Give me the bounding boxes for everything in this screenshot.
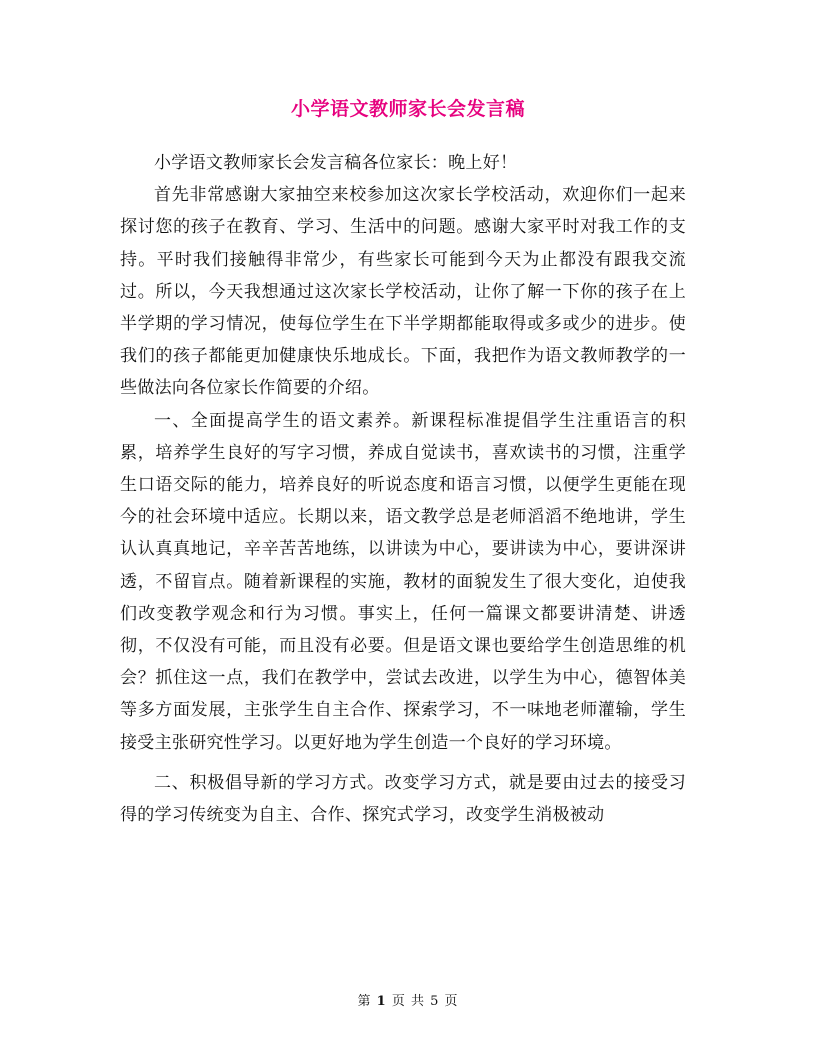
paragraph-greeting: 小学语文教师家长会发言稿各位家长：晚上好！	[154, 153, 518, 173]
document-body	[120, 147, 686, 831]
page-footer	[0, 990, 816, 1009]
paragraph-section-two: 二、积极倡导新的学习方式。改变学习方式，就是要由过去的接受习得的学习传统变为自主、合作、探究式学习，改变学生消极被动	[120, 772, 686, 826]
footer-prefix: 第	[357, 994, 372, 1009]
footer-total-pages: 5	[430, 994, 440, 1009]
paragraph-introduction: 首先非常感谢大家抽空来校参加这次家长学校活动，欢迎你们一起来探讨您的孩子在教育、学习、生活中的问题。感谢大家平时对我工作的支持。平时我们接触得非常少，有些家长可能到今天为止都没有跟我交流过。所以，今天我想通过这次家长学校活动，让你了解一下你的孩子在上半学期的学习情况，使每位学生在下半学期都能取得或多或少的进步。使我们的孩子都能更加健康快乐地成长。下面，我把作为语文教师教学的一些做法向各位家长作简要的介绍。	[120, 185, 686, 399]
paragraph-section-one: 一、全面提高学生的语文素养。新课程标准提倡学生注重语言的积累，培养学生良好的写字习惯，养成自觉读书，喜欢读书的习惯，注重学生口语交际的能力，培养良好的听说态度和语言习惯，以便学生更能在现今的社会环境中适应。长期以来，语文教学总是老师滔滔不绝地讲，学生认认真真地记，辛辛苦苦地练，以讲读为中心，要讲读为中心，要讲深讲透，不留盲点。随着新课程的实施，教材的面貌发生了很大变化，迫使我们改变教学观念和行为习惯。事实上，任何一篇课文都要讲清楚、讲透彻，不仅没有可能，而且没有必要。但是语文课也要给学生创造思维的机会？抓住这一点，我们在教学中，尝试去改进，以学生为中心，德智体美等多方面发展，主张学生自主合作、探索学习，不一味地老师灌输，学生接受主张研究性学习。以更好地为学生创造一个良好的学习环境。	[120, 410, 686, 753]
footer-suffix: 页	[444, 994, 459, 1009]
footer-current-page: 1	[376, 994, 387, 1009]
footer-middle: 页 共	[391, 994, 425, 1009]
document-title: 小学语文教师家长会发言稿	[290, 98, 525, 120]
